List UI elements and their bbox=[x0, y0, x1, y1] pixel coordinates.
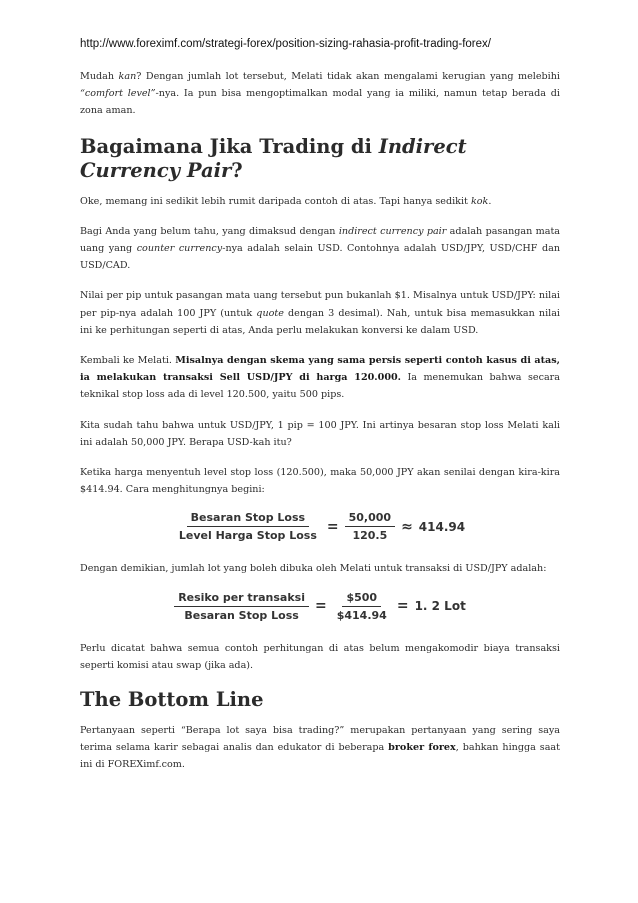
numerator: Besaran Stop Loss bbox=[187, 511, 309, 527]
section-heading-indirect bbox=[80, 135, 560, 183]
text: Oke, memang ini sedikit lebih rumit daripada contoh di atas. Tapi hanya sedikit bbox=[80, 195, 471, 207]
paragraph: Ketika harga menyentuh level stop loss (120.500), maka 50,000 JPY akan senilai dengan kira-kira $414.94. Cara menghitungnya begini: bbox=[80, 467, 560, 496]
formula-result: 414.94 bbox=[418, 519, 466, 534]
paragraph bbox=[80, 352, 560, 404]
text: -nya. Ia pun bisa mengoptimalkan modal yang ia miliki, namun tetap berada di zona aman. bbox=[80, 88, 560, 117]
paragraph: Kita sudah tahu bahwa untuk USD/JPY, 1 pip = 100 JPY. Ini artinya besaran stop loss Melati kali ini adalah 50,000 JPY. Berapa USD-kah itu? bbox=[80, 419, 560, 448]
formula-stop-loss-conversion bbox=[80, 511, 560, 542]
equals-sign: = bbox=[326, 518, 339, 535]
text: ? Dengan jumlah lot tersebut, Melati tidak akan mengalami kerugian yang melebihi bbox=[136, 71, 560, 82]
text: -nya adalah selain USD. Contohnya adalah USD/JPY, USD/CHF dan USD/CAD. bbox=[80, 243, 560, 272]
text-italic: kan bbox=[118, 71, 137, 82]
paragraph bbox=[80, 287, 560, 339]
page-url: http://www.foreximf.com/strategi-forex/position-sizing-rahasia-profit-trading-forex/ bbox=[80, 38, 491, 50]
text: , bahkan hingga saat ini di FOREXimf.com. bbox=[80, 742, 560, 771]
heading-text: Bagaimana Jika Trading di bbox=[80, 134, 379, 158]
fraction bbox=[174, 591, 309, 622]
paragraph bbox=[80, 193, 560, 210]
paragraph bbox=[80, 223, 560, 275]
fraction bbox=[175, 511, 321, 542]
equals-sign: = bbox=[396, 598, 409, 615]
text-italic: counter currency bbox=[136, 243, 223, 255]
paragraph: Perlu dicatat bahwa semua contoh perhitungan di atas belum mengakomodir biaya transaksi seperti komisi atau swap (jika ada). bbox=[80, 642, 560, 671]
approx-sign: ≈ bbox=[401, 518, 413, 535]
article-body bbox=[80, 68, 560, 787]
text: Bagi Anda yang belum tahu, yang dimaksud dengan bbox=[80, 225, 339, 237]
text: Ia menemukan bahwa secara teknikal stop loss ada di level 120.500, yaitu 500 pips. bbox=[80, 372, 560, 401]
denominator: Level Harga Stop Loss bbox=[178, 529, 317, 543]
paragraph: Dengan demikian, jumlah lot yang boleh dibuka oleh Melati untuk transaksi di USD/JPY adalah: bbox=[80, 563, 547, 575]
link-broker-forex[interactable]: broker forex bbox=[388, 742, 456, 754]
fraction bbox=[333, 591, 391, 622]
numerator: 50,000 bbox=[345, 511, 395, 527]
section-heading-bottom-line: The Bottom Line bbox=[80, 688, 264, 712]
paragraph bbox=[80, 722, 560, 774]
heading-text-italic: Indirect Currency Pair bbox=[80, 134, 467, 182]
formula-lot-size bbox=[80, 591, 560, 622]
fraction bbox=[345, 511, 395, 542]
denominator: 120.5 bbox=[352, 529, 388, 543]
text-italic: “comfort level” bbox=[80, 88, 156, 100]
text: Nilai per pip untuk pasangan mata uang tersebut pun bukanlah $1. Misalnya untuk USD/JPY: nilai per pip-nya adalah 100 JPY (untuk bbox=[80, 290, 560, 319]
denominator: Besaran Stop Loss bbox=[184, 608, 299, 622]
numerator: $500 bbox=[342, 591, 381, 607]
text: Kembali ke Melati. bbox=[80, 355, 176, 367]
heading-text: ? bbox=[231, 158, 243, 182]
text: Pertanyaan seperti “Berapa lot saya bisa trading?” merupakan pertanyaan yang sering saya terima selama karir sebagai analis dan edukator di beberapa bbox=[80, 725, 560, 754]
text-italic: indirect currency pair bbox=[338, 225, 447, 237]
text-italic: kok bbox=[470, 195, 489, 207]
denominator: $414.94 bbox=[336, 608, 387, 622]
numerator: Resiko per transaksi bbox=[174, 591, 309, 607]
text-italic: quote bbox=[256, 307, 284, 319]
text-bold: Misalnya dengan skema yang sama persis seperti contoh kasus di atas, ia melakukan transaksi Sell USD/JPY di harga 120.000. bbox=[80, 355, 560, 384]
text: adalah pasangan mata uang yang bbox=[80, 225, 561, 255]
formula-result: 1. 2 Lot bbox=[414, 599, 466, 614]
text: Mudah bbox=[80, 71, 119, 82]
text: . bbox=[488, 195, 492, 207]
text: dengan 3 desimal). Nah, untuk bisa memasukkan nilai ini ke perhitungan seperti di atas, Anda perlu melakukan konversi ke dalam USD. bbox=[80, 307, 560, 336]
equals-sign: = bbox=[314, 598, 327, 615]
paragraph-intro bbox=[80, 68, 560, 120]
